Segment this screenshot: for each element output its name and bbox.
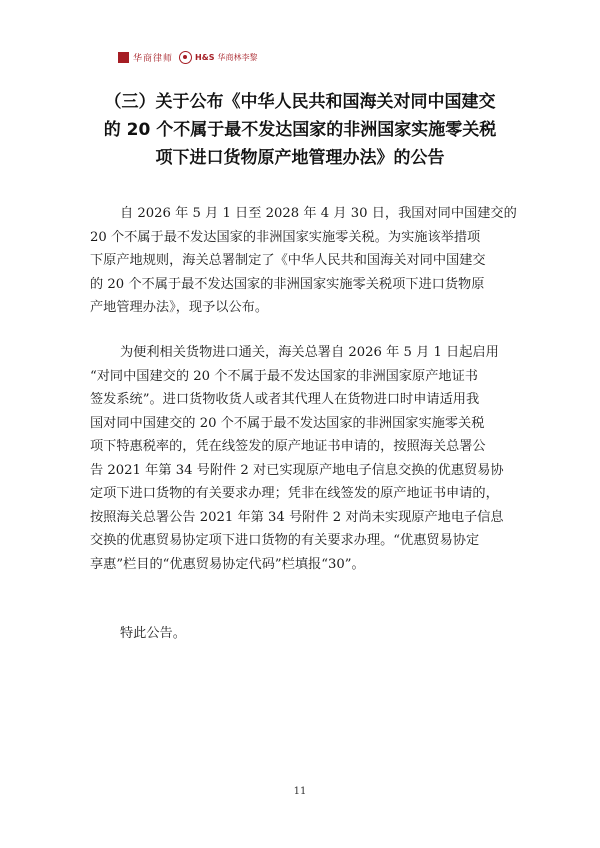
text-line: 定项下进口货物的有关要求办理；凭非在线签发的原产地证书申请的，: [90, 486, 499, 501]
title-line: （三）关于公布《中华人民共和国海关对同中国建交: [104, 92, 496, 112]
hs-logo: [179, 51, 257, 64]
closing-paragraph: [90, 622, 512, 646]
logo-brand: H&S: [195, 53, 215, 62]
text-line: 产地管理办法》，现予以公布。: [90, 300, 269, 315]
text-line: 签发系统”。进口货物收货人或者其代理人在货物进口时申请适用我: [90, 392, 480, 407]
text-line: 按照海关总署公告 2021 年第 34 号附件 2 对尚未实现原产地电子信息: [90, 509, 504, 525]
text-line: 为便利相关货物进口通关，海关总署自 2026 年 5 月 1 日起启用: [120, 345, 499, 360]
header-logos: [118, 51, 257, 64]
page-number: 11: [293, 786, 307, 797]
text-line: 项下特惠税率的，凭在线签发的原产地证书申请的，按照海关总署公: [90, 439, 486, 454]
text-line: 20 个不属于最不发达国家的非洲国家实施零关税。为实施该举措项: [90, 229, 481, 245]
paragraph-customs-procedure: [90, 341, 512, 576]
logo-left-text: 华商律师: [133, 54, 174, 64]
text-line: 自 2026 年 5 月 1 日至 2028 年 4 月 30 日，我国对同中国建交的: [120, 206, 517, 221]
huashang-lawfirm-logo: [118, 51, 173, 64]
closing-text: 特此公告。: [120, 626, 186, 641]
text-line: 下原产地规则，海关总署制定了《中华人民共和国海关对同中国建交: [90, 253, 486, 268]
text-line: 交换的优惠贸易协定项下进口货物的有关要求办理。“优惠贸易协定: [90, 533, 480, 548]
text-line: “对同中国建交的 20 个不属于最不发达国家的非洲国家原产地证书: [90, 368, 478, 384]
square-seal-icon: [118, 52, 129, 63]
paragraph-effective-period: [90, 202, 517, 320]
text-line: 享惠”栏目的“优惠贸易协定代码”栏填报“30”。: [90, 556, 365, 572]
logo-right-text: 华商林李黎: [217, 52, 258, 62]
text-line: 的 20 个不属于最不发达国家的非洲国家实施零关税项下进口货物原: [90, 276, 485, 292]
title-line: 项下进口货物原产地管理办法》的公告: [155, 148, 445, 168]
text-line: 国对同中国建交的 20 个不属于最不发达国家的非洲国家实施零关税: [90, 415, 485, 431]
title-line: 的 20 个不属于最不发达国家的非洲国家实施零关税: [103, 120, 497, 140]
text-line: 告 2021 年第 34 号附件 2 对已实现原产地电子信息交换的优惠贸易协: [90, 462, 504, 478]
announcement-title: [88, 88, 512, 172]
circle-emblem-icon: [179, 51, 192, 64]
